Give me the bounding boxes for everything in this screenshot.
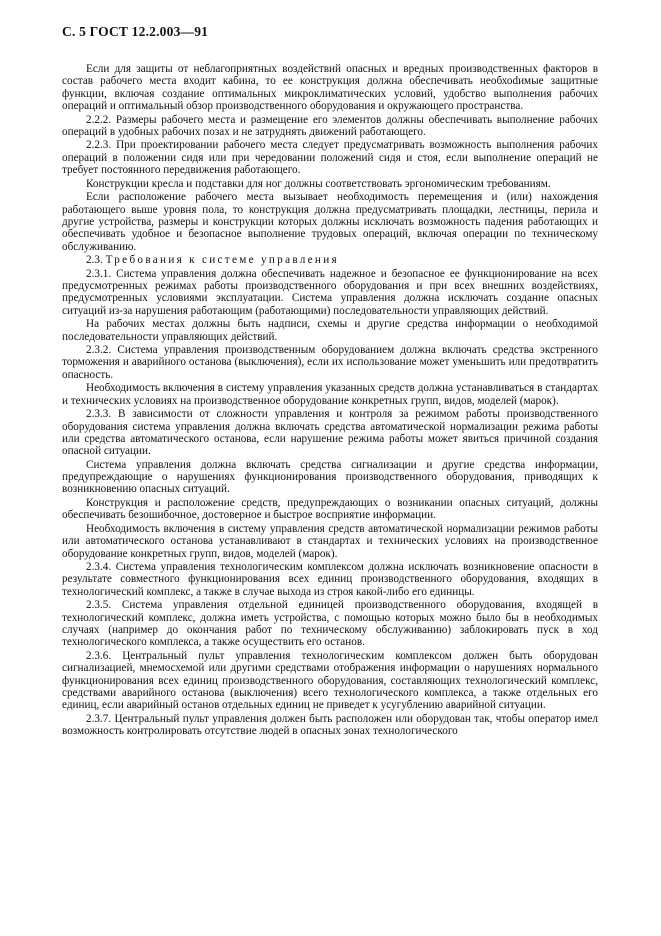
section-heading (62, 254, 598, 266)
paragraph: Если расположение рабочего места вызывает необходимость перемещения и (или) нахождения работающего выше уровня пола, то конструкция должна предусматривать площадки, лестницы, перила и другие устройства, размеры и конструкции которых должны исключать возможность падения работающих и обеспечивать удобное и безопасное выполнение трудовых операций, включая операции по техническому обслуживанию. (62, 191, 598, 253)
paragraph: 2.3.5. Система управления отдельной единицей производственного оборудования, входящей в технологический комплекс, должна иметь устройства, с помощью которых можно было бы в необходимых случаях (например до окончания работ по техническому обслуживанию) заблокировать пуск в ход технологического комплекса, а также осуществить его останов. (62, 599, 598, 649)
body-text (62, 63, 598, 739)
paragraph: 2.3.2. Система управления производственным оборудованием должна включать средства экстренного торможения и аварийного останова (выключения), если их использование может уменьшить или предотвратить опасность. (62, 344, 598, 381)
paragraph: Система управления должна включать средства сигнализации и другие средства информации, предупреждающие о нарушениях функционирования производственного оборудования, приводящих к возникновению опасных ситуаций. (62, 458, 598, 496)
paragraph: 2.3.7. Центральный пульт управления должен быть расположен или оборудован так, чтобы оператор имел возможность контролировать отсутствие людей в опасных зонах технологического (62, 712, 598, 738)
paragraph: 2.2.3. При проектировании рабочего места следует предусматривать возможность выполнения рабочих операций в положении сидя или при чередовании положений сидя и стоя, если выполнение операций не требует постоянного передвижения работающего. (62, 139, 598, 177)
paragraph: 2.3.4. Система управления технологическим комплексом должна исключать возникновение опасности в результате совместного функционирования всех единиц производственного оборудования, входящих в технологический комплекс, а также в случае выхода из строя какой-либо его единицы. (62, 561, 598, 598)
paragraph: 2.3.6. Центральный пульт управления технологическим комплексом должен быть оборудован сигнализацией, мнемосхемой или другими средствами отображения информации о нарушениях нормального функционирования всех единиц производственного оборудования, составляющих технологический комплекс, средствами аварийного останова (выключения) всего технологического комплекса, а также отдельных его единиц, если аварийный останов отдельных единиц не приведет к усугублению аварийной ситуации. (62, 649, 598, 712)
paragraph: Конструкция и расположение средств, предупреждающих о возникании опасных ситуаций, должны обеспечивать безошибочное, достоверное и быстрое восприятие информации. (62, 496, 598, 522)
paragraph: 2.2.2. Размеры рабочего места и размещение его элементов должны обеспечивать выполнение рабочих операций в удобных рабочих позах и не затруднять движений работающего. (62, 113, 598, 138)
section-number: 2.3. (86, 254, 103, 267)
running-head: С. 5 ГОСТ 12.2.003—91 (62, 24, 209, 39)
paragraph: Необходимость включения в систему управления средств автоматической нормализации режимов работы или автоматического останова устанавливают в стандартах и технических условиях на производственное оборудование конкретных групп, видов, моделей (марок). (62, 522, 598, 560)
paragraph: Если для защиты от неблагоприятных воздействий опасных и вредных производственных факторов в состав рабочего места входит кабина, то ее конструкция должна обеспечивать необхоdимые защитные функции, включая создание оптимальных микроклиматических условий, удобство выполнения рабочих операций и оптимальный обзор производственного оборудования и окружающего пространства. (62, 63, 598, 113)
paragraph: 2.3.1. Система управления должна обеспечивать надежное и безопасное ее функционирование на всех предусмотренных режимах работы производственного оборудования и при всех внешних воздействиях, предусмотренных условиями эксплуатации. Система управления должна исключать создание опасных ситуаций из-за нарушения работающим (работающими) последовательности управляющих действий. (62, 267, 598, 317)
section-title: Требования к системе управления (105, 254, 339, 267)
paragraph: На рабочих местах должны быть надписи, схемы и другие средства информации о необходимой последовательности управляющих действий. (62, 318, 598, 343)
paragraph: Необходимость включения в систему управления указанных средств должна устанавливаться в стандартах и технических условиях на производственное оборудование конкретных групп, видов, моделей (марок). (62, 382, 598, 407)
paragraph: 2.3.3. В зависимости от сложности управления и контроля за режимом работы производственного оборудования система управления должна включать средства автоматической нормализации режима работы или средства автоматического останова, если нарушение режима работы может явиться причиной создания опасной ситуации. (62, 408, 598, 458)
paragraph: Конструкции кресла и подставки для ног должны соответствовать эргономическим требованиям. (86, 177, 551, 190)
